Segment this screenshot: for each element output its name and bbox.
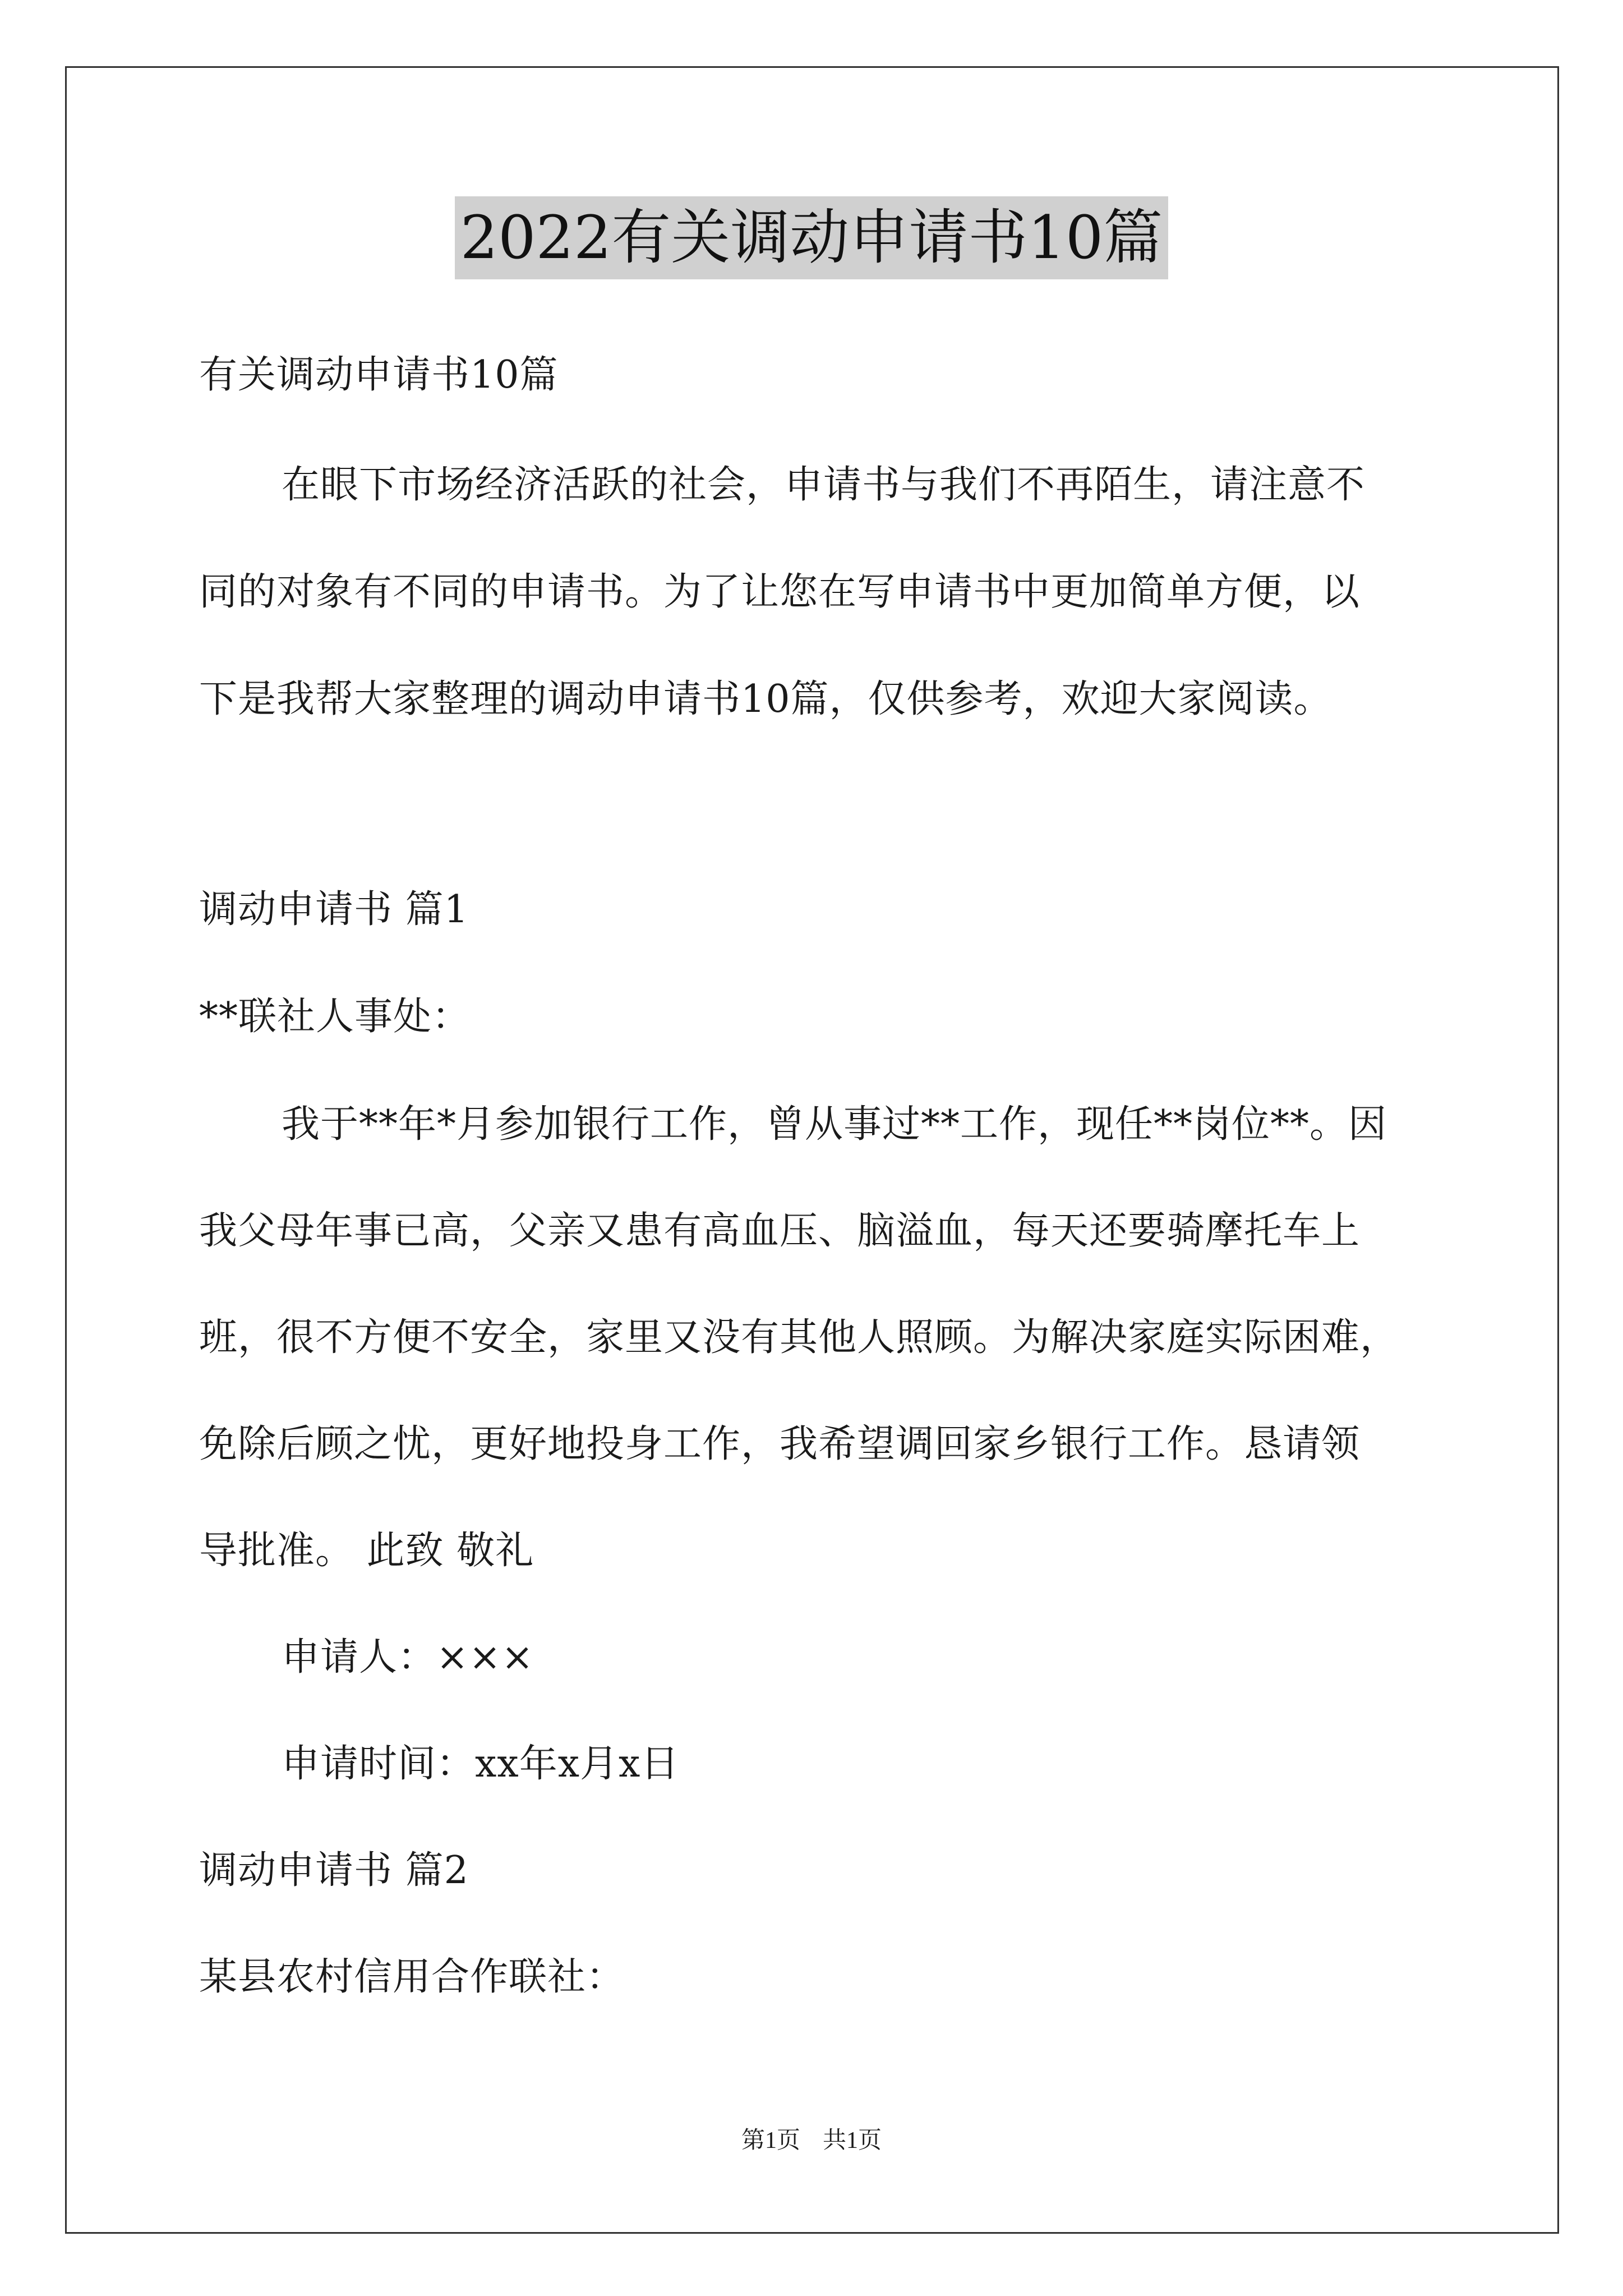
section1-body-line-5: 导批准。 此致 敬礼	[199, 1529, 534, 1573]
footer-page-total: 共1页	[823, 2128, 882, 2154]
title-wrapper	[0, 196, 1623, 279]
intro-line-3: 下是我帮大家整理的调动申请书10篇，仅供参考，欢迎大家阅读。	[199, 677, 1332, 721]
section2-heading: 调动申请书 篇2	[199, 1848, 469, 1893]
section1-date: 申请时间：xx年x月x日	[282, 1742, 680, 1786]
footer-page-number: 第1页	[741, 2128, 800, 2154]
section1-body-line-4: 免除后顾之忧，更好地投身工作，我希望调回家乡银行工作。恳请领	[199, 1422, 1361, 1466]
intro-line-1: 在眼下市场经济活跃的社会，申请书与我们不再陌生，请注意不	[282, 463, 1366, 507]
section1-body-line-3: 班，很不方便不安全，家里又没有其他人照顾。为解决家庭实际困难，	[199, 1315, 1399, 1360]
section1-heading: 调动申请书 篇1	[199, 887, 469, 932]
section1-body-line-2: 我父母年事已高，父亲又患有高血压、脑溢血，每天还要骑摩托车上	[199, 1209, 1361, 1253]
document-title: 2022有关调动申请书10篇	[455, 196, 1169, 279]
page-footer	[0, 2124, 1623, 2157]
section2-salutation: 某县农村信用合作联社：	[199, 1955, 625, 1999]
section1-body-line-1: 我于**年*月参加银行工作，曾从事过**工作，现任**岗位**。因	[282, 1102, 1387, 1147]
intro-line-2: 同的对象有不同的申请书。为了让您在写申请书中更加简单方便，以	[199, 570, 1361, 614]
section1-salutation: **联社人事处：	[199, 995, 471, 1039]
section1-applicant: 申请人：×××	[282, 1635, 534, 1680]
document-subtitle: 有关调动申请书10篇	[199, 353, 559, 397]
